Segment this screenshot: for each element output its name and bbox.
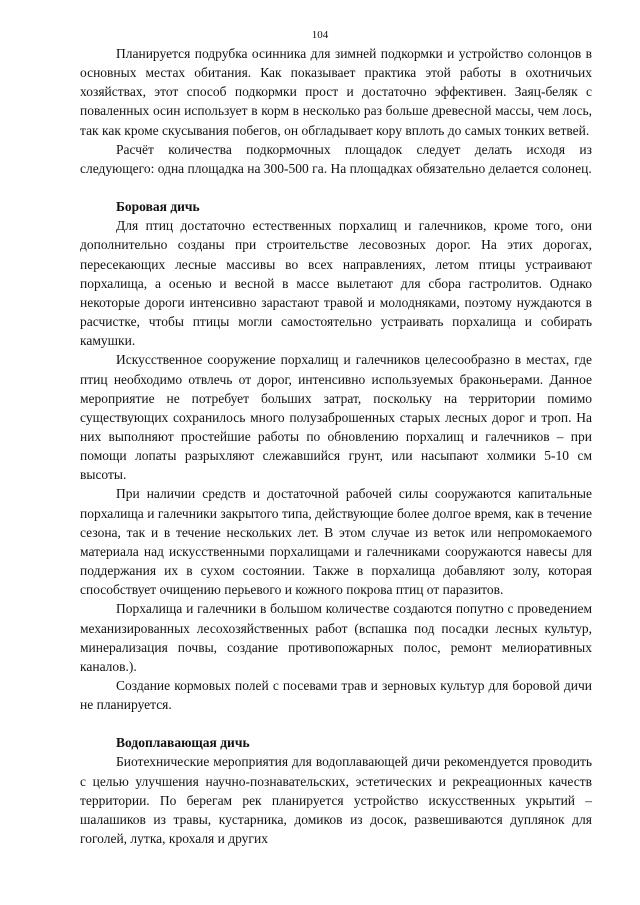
intro-paragraph-2: Расчёт количества подкормочных площадок следует делать исходя из следующего: одна площадка на 300-500 га. На площадках обязательно делается солонец.	[80, 141, 592, 176]
section-spacer	[80, 714, 592, 733]
intro-paragraph-1: Планируется подрубка осинника для зимней подкормки и устройство солонцов в основных местах обитания. Как показывает практика этой работы в охотничьих хозяйствах, этот способ подкормки прост и достаточно эффективен. Заяц-беляк с поваленных осин использует в корм в несколько раз больше древесной массы, чем лось, так как кроме скусывания побегов, он обгладывает кору вплоть до самых тонких ветвей.	[80, 46, 592, 138]
text-column	[80, 44, 592, 848]
section-heading-borovaya: Боровая дичь	[116, 199, 200, 215]
borovaya-paragraph-2: Искусственное сооружение порхалищ и галечников целесообразно в местах, где птиц необходимо отвлечь от дорог, интенсивно используемых браконьерами. Данное мероприятие не потребует больших затрат, поскольку на территории помимо существующих сохранилось много полузаброшенных старых лесных дорог и троп. На них выполняют простейшие работы по обновлению порхалищ и галечников – при помощи лопаты разрыхляют слежавшийся грунт, или насыпают холмики 5-10 см высоты.	[80, 352, 592, 483]
borovaya-paragraph-5: Создание кормовых полей с посевами трав и зерновых культур для боровой дичи не планируется.	[80, 678, 592, 713]
section-heading-vodoplavayushchaya: Водоплавающая дичь	[116, 735, 250, 751]
page-number: 104	[311, 29, 329, 41]
borovaya-paragraph-1: Для птиц достаточно естественных порхалищ и галечников, кроме того, они дополнительно созданы при строительстве лесовозных дорог. На этих дорогах, пересекающих лесные массивы во всех направлениях, летом птицы устраивают порхалища, а осенью и весной в массе вылетают для сбора гастролитов. Однако некоторые дороги интенсивно зарастают травой и молодняками, поэтому нуждаются в расчистке, чтобы птицы могли самостоятельно устраивать порхалища и собирать камушки.	[80, 218, 592, 349]
vodoplavayushchaya-paragraph-1: Биотехнические мероприятия для водоплавающей дичи рекомендуется проводить с целью улучшения научно-познавательских, эстетических и рекреационных качеств территории. По берегам рек планируется устройство искусственных укрытий – шалашиков из травы, кустарника, домиков из досок, развешиваются дуплянок для гоголей, лутка, крохаля и других	[80, 754, 592, 847]
borovaya-paragraph-4: Порхалища и галечники в большом количестве создаются попутно с проведением механизированных лесохозяйственных работ (вспашка под посадки лесных культур, минерализация почвы, создание противопожарных полос, ремонт мелиоративных каналов.).	[80, 601, 592, 674]
borovaya-paragraph-3: При наличии средств и достаточной рабочей силы сооружаются капитальные порхалища и галечники закрытого типа, действующие более долгое время, как в течение сезона, так и в течение нескольких лет. В этом случае из веток или непромокаемого материала над искусственными порхалищами и галечниками сооружаются навесы для поддержания их в сухом состоянии. Также в порхалища добавляют золу, которая способствует очищению перьевого и кожного покрова птиц от паразитов.	[80, 486, 592, 598]
section-spacer	[80, 178, 592, 197]
